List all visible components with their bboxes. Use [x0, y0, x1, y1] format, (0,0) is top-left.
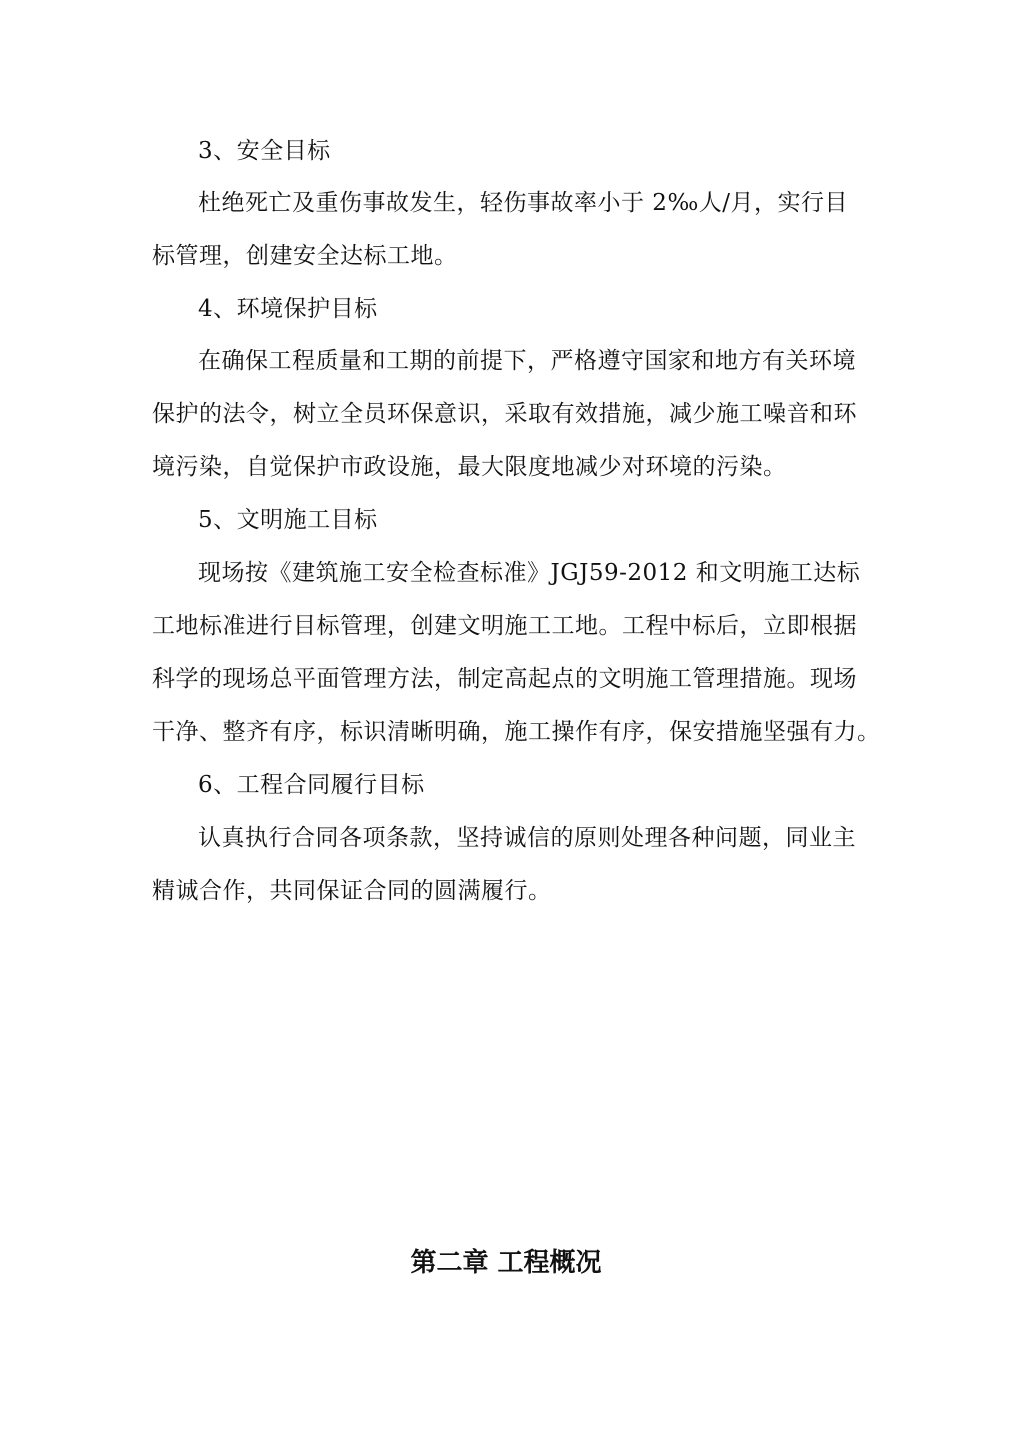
paragraph-line: 科学的现场总平面管理方法，制定高起点的文明施工管理措施。现场 — [152, 666, 857, 692]
section-heading-safety: 3、安全目标 — [198, 138, 331, 164]
paragraph-line: 标管理，创建安全达标工地。 — [152, 243, 458, 269]
paragraph-line: 工地标准进行目标管理，创建文明施工工地。工程中标后，立即根据 — [152, 613, 857, 639]
section-heading-civilized-construction: 5、文明施工目标 — [198, 507, 378, 533]
paragraph-line: 现场按《建筑施工安全检查标准》JGJ59-2012 和文明施工达标 — [198, 560, 861, 586]
paragraph-line: 认真执行合同各项条款，坚持诚信的原则处理各种问题，同业主 — [198, 825, 856, 851]
paragraph-line: 精诚合作，共同保证合同的圆满履行。 — [152, 878, 552, 904]
paragraph-line: 干净、整齐有序，标识清晰明确，施工操作有序，保安措施坚强有力。 — [152, 719, 881, 745]
paragraph-line: 在确保工程质量和工期的前提下，严格遵守国家和地方有关环境 — [198, 348, 856, 374]
paragraph-line: 境污染，自觉保护市政设施，最大限度地减少对环境的污染。 — [152, 454, 787, 480]
paragraph-line: 保护的法令，树立全员环保意识，采取有效措施，减少施工噪音和环 — [152, 401, 857, 427]
chapter-title: 第二章 工程概况 — [410, 1248, 602, 1278]
section-heading-contract: 6、工程合同履行目标 — [198, 772, 425, 798]
paragraph-line: 杜绝死亡及重伤事故发生，轻伤事故率小于 2‰人/月，实行目 — [198, 190, 849, 216]
section-heading-environment: 4、环境保护目标 — [198, 296, 378, 322]
